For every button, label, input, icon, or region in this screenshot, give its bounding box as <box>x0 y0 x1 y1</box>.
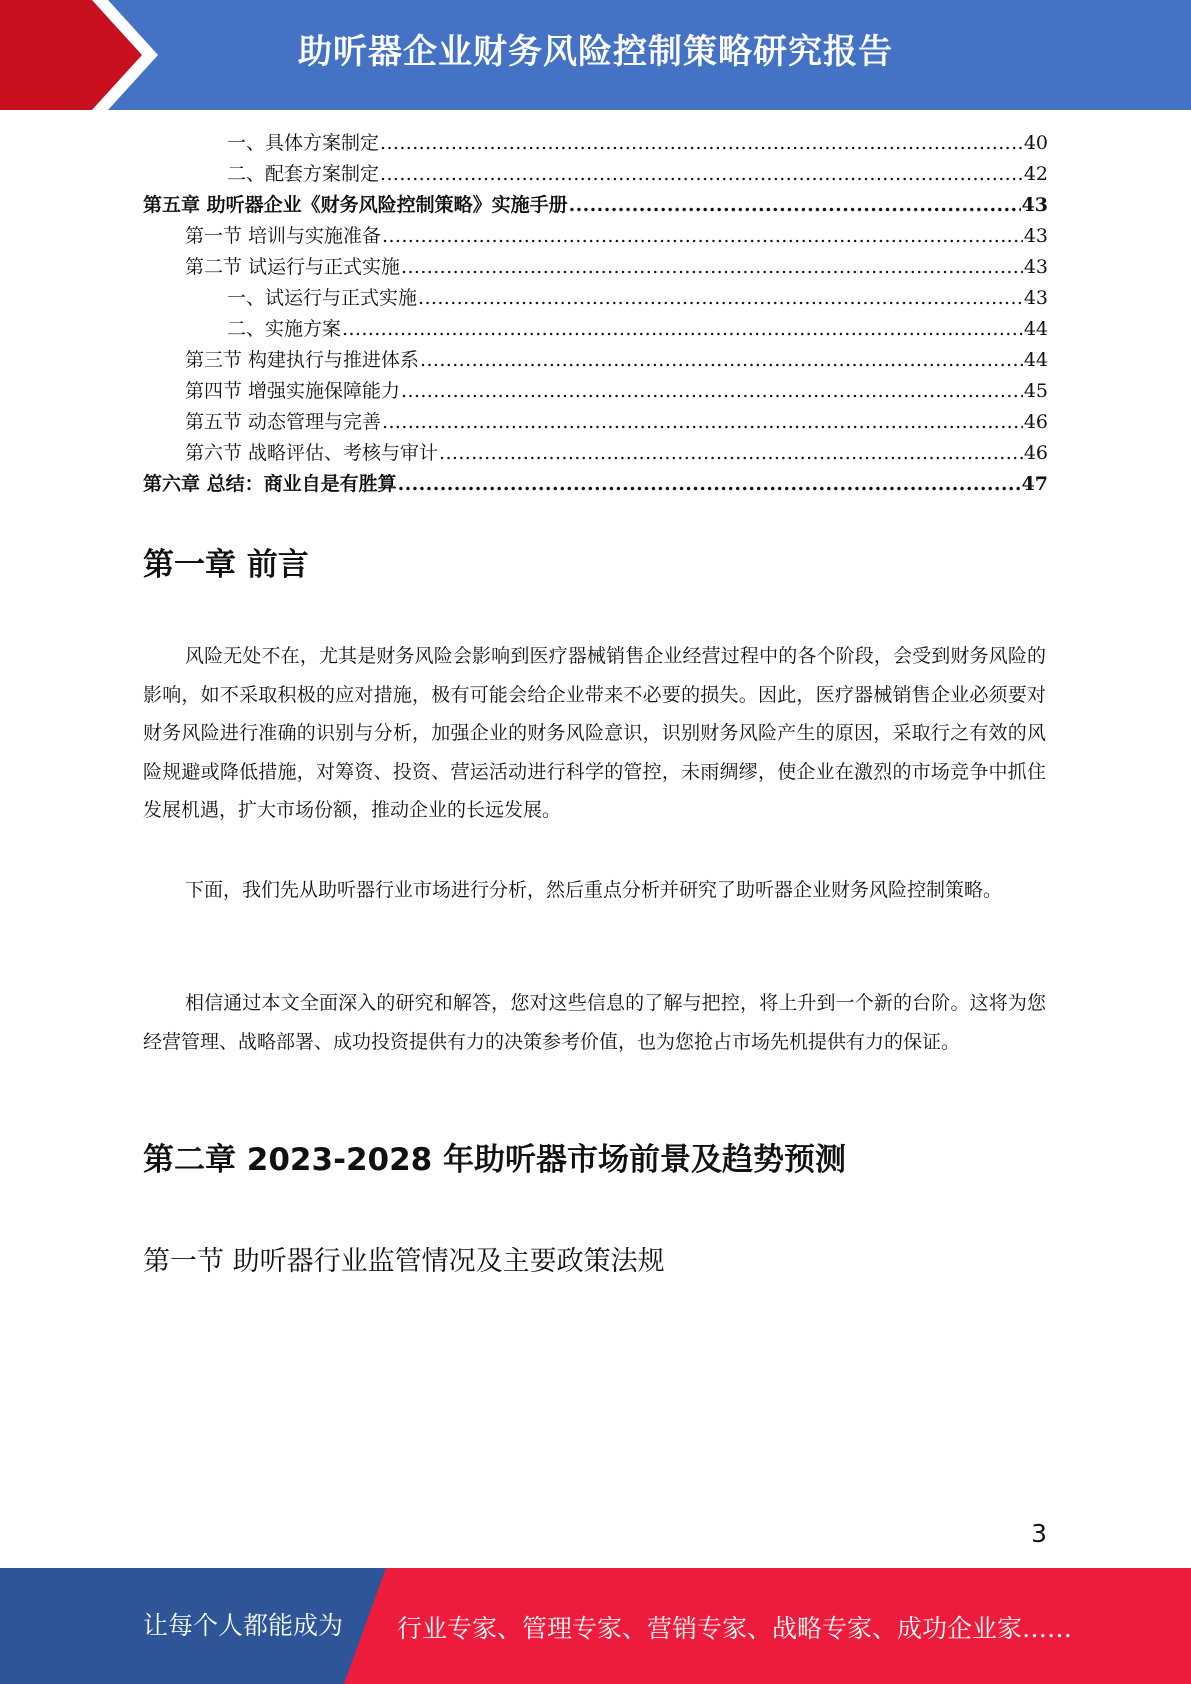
toc-entry-label: 第六节 战略评估、考核与审计 <box>185 442 439 464</box>
toc-leader-dots <box>420 345 1023 376</box>
toc-entry-page: 47 <box>1021 473 1048 495</box>
chapter-1-paragraph-2: 下面，我们先从助听器行业市场进行分析，然后重点分析并研究了助听器企业财务风险控制策略。 <box>185 879 1003 901</box>
toc-leader-dots <box>380 159 1023 190</box>
toc-entry-label: 第三节 构建执行与推进体系 <box>185 349 420 371</box>
toc-entry-label: 第一节 培训与实施准备 <box>185 225 382 247</box>
toc-leader-dots <box>439 438 1023 469</box>
toc-leader-dots <box>401 252 1023 283</box>
toc-entry-page: 44 <box>1023 349 1048 371</box>
report-title <box>200 0 1171 104</box>
toc-entry[interactable] <box>143 283 1048 314</box>
report-title-text: 助听器企业财务风险控制策略研究报告 <box>298 32 893 72</box>
toc-entry-page: 43 <box>1023 256 1048 278</box>
toc-entry[interactable] <box>143 345 1048 376</box>
toc-entry-label: 二、实施方案 <box>227 318 342 340</box>
toc-entry-page: 46 <box>1023 411 1048 433</box>
toc-leader-dots <box>382 221 1023 252</box>
toc-entry-page: 46 <box>1023 442 1048 464</box>
toc-entry-chapter[interactable] <box>143 469 1048 500</box>
toc-entry-label: 二、配套方案制定 <box>227 163 380 185</box>
chapter-1-paragraph-1: 风险无处不在，尤其是财务风险会影响到医疗器械销售企业经营过程中的各个阶段，会受到财务风险的影响，如不采取积极的应对措施，极有可能会给企业带来不必要的损失。因此，医疗器械销售企业必须要对财务风险进行准确的识别与分析，加强企业的财务风险意识，识别财务风险产生的原因，采取行之有效的风险规避或降低措施，对筹资、投资、营运活动进行科学的管控，未雨绸缪，使企业在激烈的市场竞争中抓住发展机遇，扩大市场份额，推动企业的长远发展。 <box>143 645 1046 821</box>
toc-leader-dots <box>342 314 1023 345</box>
toc-entry-chapter[interactable] <box>143 190 1048 221</box>
toc-entry[interactable] <box>143 221 1048 252</box>
footer-slogan-right: 行业专家、管理专家、营销专家、战略专家、成功企业家…… <box>397 1614 1073 1643</box>
toc-leader-dots <box>382 407 1023 438</box>
toc-entry-page: 42 <box>1023 163 1048 185</box>
toc-entry[interactable] <box>143 128 1048 159</box>
toc-entry-page: 43 <box>1021 194 1048 216</box>
toc-entry[interactable] <box>143 438 1048 469</box>
toc-leader-dots <box>569 190 1021 221</box>
toc-entry-label: 第五节 动态管理与完善 <box>185 411 382 433</box>
toc-entry[interactable] <box>143 159 1048 190</box>
page-number: 3 <box>1031 1519 1047 1548</box>
toc-entry-label: 第六章 总结：商业自是有胜算 <box>143 473 397 495</box>
chapter-1-heading: 第一章 前言 <box>143 547 309 583</box>
toc-leader-dots <box>418 283 1023 314</box>
toc-entry-label: 第二节 试运行与正式实施 <box>185 256 401 278</box>
chapter-2-section-1-heading: 第一节 助听器行业监管情况及主要政策法规 <box>143 1246 665 1277</box>
toc-leader-dots <box>401 376 1023 407</box>
chapter-1-paragraph-3: 相信通过本文全面深入的研究和解答，您对这些信息的了解与把控，将上升到一个新的台阶。这将为您经营管理、战略部署、成功投资提供有力的决策参考价值，也为您抢占市场先机提供有力的保证。 <box>143 992 1046 1053</box>
toc-entry-label: 一、具体方案制定 <box>227 132 380 154</box>
toc-entry-page: 44 <box>1023 318 1048 340</box>
toc-entry[interactable] <box>143 407 1048 438</box>
toc-entry[interactable] <box>143 314 1048 345</box>
footer-slogan-left: 让每个人都能成为 <box>143 1611 344 1640</box>
table-of-contents <box>143 128 1048 500</box>
toc-entry-page: 43 <box>1023 287 1048 309</box>
toc-entry-label: 一、试运行与正式实施 <box>227 287 418 309</box>
toc-entry-page: 40 <box>1023 132 1048 154</box>
toc-entry-label: 第五章 助听器企业《财务风险控制策略》实施手册 <box>143 194 568 216</box>
toc-entry-page: 43 <box>1023 225 1048 247</box>
toc-entry[interactable] <box>143 252 1048 283</box>
toc-entry-page: 45 <box>1023 380 1048 402</box>
toc-leader-dots <box>398 469 1021 500</box>
chapter-2-heading: 第二章 2023-2028 年助听器市场前景及趋势预测 <box>143 1142 847 1178</box>
toc-entry[interactable] <box>143 376 1048 407</box>
toc-entry-label: 第四节 增强实施保障能力 <box>185 380 401 402</box>
toc-leader-dots <box>380 128 1023 159</box>
